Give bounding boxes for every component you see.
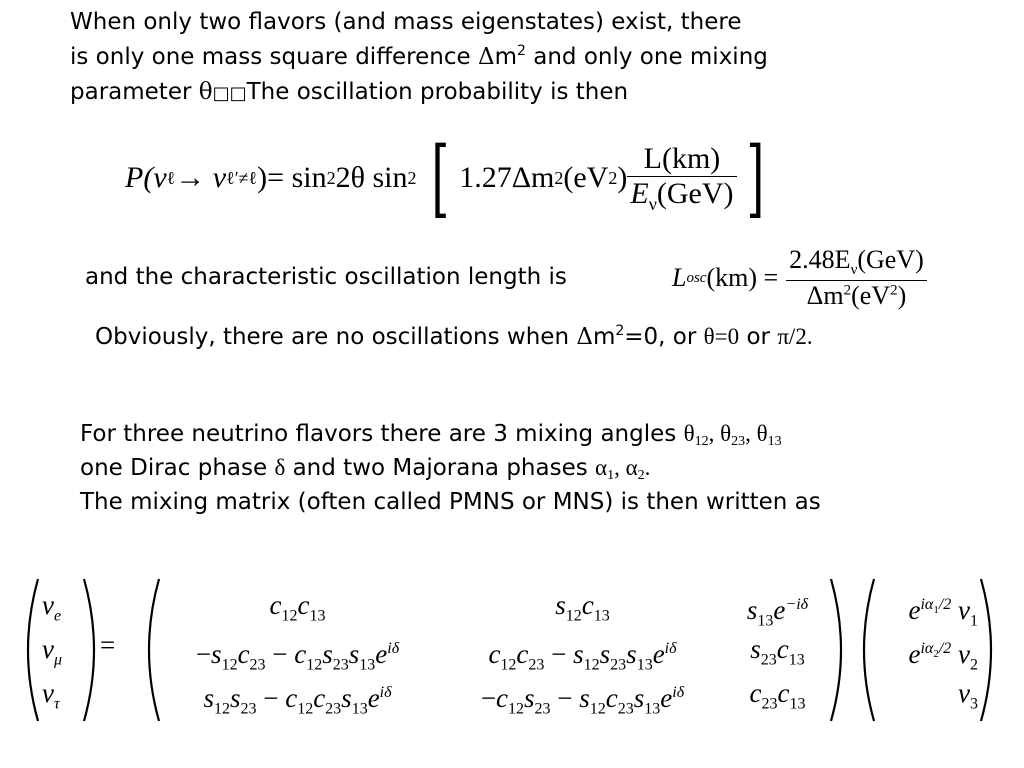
m32: $-c_{12}s_{23} - s_{12}c_{23}s_{13}e^{i\delta}$	[480, 683, 685, 718]
three-line-1-text: For three neutrino flavors there are 3 mixing angles	[80, 421, 684, 447]
lhs-nu-e: $\nu_e$	[42, 590, 62, 625]
prob-two-theta: 2θ sin	[335, 161, 408, 194]
prob-ev-sq: 2	[608, 167, 618, 188]
theta13	[756, 421, 782, 449]
obvious-text: Obviously, there are no oscillations when	[95, 324, 577, 350]
prob-arrow-sub: ℓ′≠ℓ	[226, 167, 258, 188]
osc-length-equation	[672, 238, 927, 318]
matrix-col-3	[725, 583, 830, 715]
osc-den	[786, 281, 927, 311]
rhs-right-paren	[975, 575, 1005, 725]
rhs-row-3: $\nu_3$	[958, 678, 978, 713]
m22: $c_{12}c_{23} - s_{12}s_{23}s_{13}e^{i\delta}$	[488, 639, 677, 674]
intro-line-3	[70, 75, 628, 111]
m21: $-s_{12}c_{23} - c_{12}s_{23}s_{13}e^{i\delta}$	[195, 639, 400, 674]
osc-den-c: 2	[890, 281, 898, 298]
theta12-sub: 12	[694, 434, 709, 449]
m23: $s_{23}c_{13}$	[750, 634, 805, 669]
prob-ev: (eV	[563, 161, 609, 194]
obvious-pi-half: π/2.	[777, 324, 813, 349]
alpha2-sym: α	[625, 455, 638, 480]
osc-den-a: Δm	[806, 280, 844, 310]
obvious-m: m	[592, 324, 616, 350]
prob-coef: 1.27Δm	[459, 161, 555, 194]
three-dot: .	[644, 455, 651, 480]
energy-nu: ν	[648, 193, 657, 214]
osc-num-b: (GeV)	[857, 245, 924, 275]
theta13-sym: θ	[756, 421, 768, 446]
prob-close: )	[257, 161, 268, 194]
energy-unit: (GeV)	[656, 176, 734, 210]
osc-l: L	[672, 263, 687, 292]
m12: $s_{12}c_{13}$	[555, 590, 610, 625]
m33: $c_{23}c_{13}$	[749, 678, 806, 713]
prob-coef-sq: 2	[554, 167, 564, 188]
missing-glyph-boxes: □□	[212, 83, 247, 104]
intro-line-2-tail: and only one mixing	[525, 44, 768, 70]
three-line-2	[80, 451, 650, 485]
osc-num-a: 2.48E	[789, 245, 851, 275]
osc-length-label: and the characteristic oscillation length is	[85, 264, 567, 290]
energy-e: E	[630, 176, 649, 210]
prob-fraction-den	[627, 177, 736, 215]
m13: $s_{13}e^{-i\delta}$	[746, 595, 809, 630]
obvious-theta-zero: θ=0	[703, 324, 740, 349]
theta12: $\theta_{12}$,	[683, 421, 721, 449]
prob-sin-sq: 2	[326, 167, 336, 188]
m-letter: m	[494, 44, 518, 70]
matrix-col-2	[440, 583, 725, 718]
theta23-sym: θ	[720, 421, 732, 446]
left-bracket: [	[431, 129, 450, 227]
prob-lhs-sub: ℓ	[166, 167, 176, 188]
rhs-row-1: $e^{i\alpha_1/2}$ $\nu_1$	[908, 595, 978, 630]
three-line-2-text: one Dirac phase	[80, 455, 275, 481]
obvious-text-b: =0, or	[624, 324, 704, 350]
theta13-sub: 13	[767, 434, 782, 449]
intro-line-2	[70, 40, 768, 74]
alpha1-sub: 1	[607, 468, 615, 483]
lhs-nu-tau: $\nu_\tau$	[42, 678, 60, 713]
alpha1: $\alpha_1$,	[595, 455, 626, 483]
alpha2	[625, 455, 645, 483]
alpha1-sym: α	[595, 455, 608, 480]
alpha2-sub: 2	[637, 468, 645, 483]
equals-sign: =	[100, 630, 116, 660]
osc-num-nu: ν	[850, 262, 858, 279]
three-line-3: The mixing matrix (often called PMNS or MNS) is then written as	[80, 489, 821, 515]
probability-equation	[125, 128, 771, 228]
theta23-sub: 23	[731, 434, 746, 449]
rhs-vector	[866, 583, 978, 715]
theta12-sym: θ	[683, 421, 695, 446]
prob-ev-close: )	[617, 161, 628, 194]
osc-fraction	[786, 245, 927, 310]
intro-line-1: When only two flavors (and mass eigenstates) exist, there	[70, 9, 742, 35]
matrix-col-1	[155, 583, 440, 718]
prob-lhs: P(ν	[125, 161, 167, 194]
three-line-1	[80, 417, 782, 451]
delta-symbol: Δ	[477, 44, 495, 70]
osc-num	[786, 245, 927, 280]
m31: $s_{12}s_{23} - c_{12}c_{23}s_{13}e^{i\delta}$	[203, 683, 392, 718]
prob-fraction	[627, 142, 736, 215]
prob-sin-sq-2: 2	[407, 167, 417, 188]
pmns-equation	[0, 575, 1024, 725]
osc-lhs-rest: (km) =	[706, 263, 779, 292]
intro-line-2-text: is only one mass square difference	[70, 44, 478, 70]
intro-line-3-tail: The oscillation probability is then	[246, 79, 629, 105]
prob-arrow: → ν	[175, 161, 227, 194]
m11: $c_{12}c_{13}$	[269, 590, 326, 625]
rhs-row-2: $e^{i\alpha_2/2}$ $\nu_2$	[908, 639, 978, 674]
osc-den-b: (eV	[851, 280, 891, 310]
obvious-delta: Δ	[576, 324, 593, 350]
theta23: $\theta_{23}$,	[720, 421, 757, 449]
prob-eq-sin: = sin	[267, 161, 327, 194]
theta-symbol: θ	[198, 79, 213, 105]
intro-line-3-text: parameter	[70, 79, 199, 105]
osc-den-d: )	[897, 280, 907, 310]
osc-den-2: 2	[843, 281, 852, 298]
obvious-line	[95, 320, 813, 354]
superscript-2: 2	[517, 43, 526, 59]
obvious-sq: 2	[615, 323, 625, 339]
prob-fraction-num: L(km)	[627, 142, 736, 177]
dirac-delta: δ	[274, 455, 286, 480]
three-line-2-mid: and two Majorana phases	[285, 455, 596, 481]
lhs-nu-mu: $\nu_\mu$	[42, 634, 63, 669]
osc-sub: osc	[686, 269, 707, 286]
lhs-left-paren	[14, 575, 44, 725]
right-bracket: ]	[745, 129, 764, 227]
obvious-or: or	[739, 324, 778, 350]
